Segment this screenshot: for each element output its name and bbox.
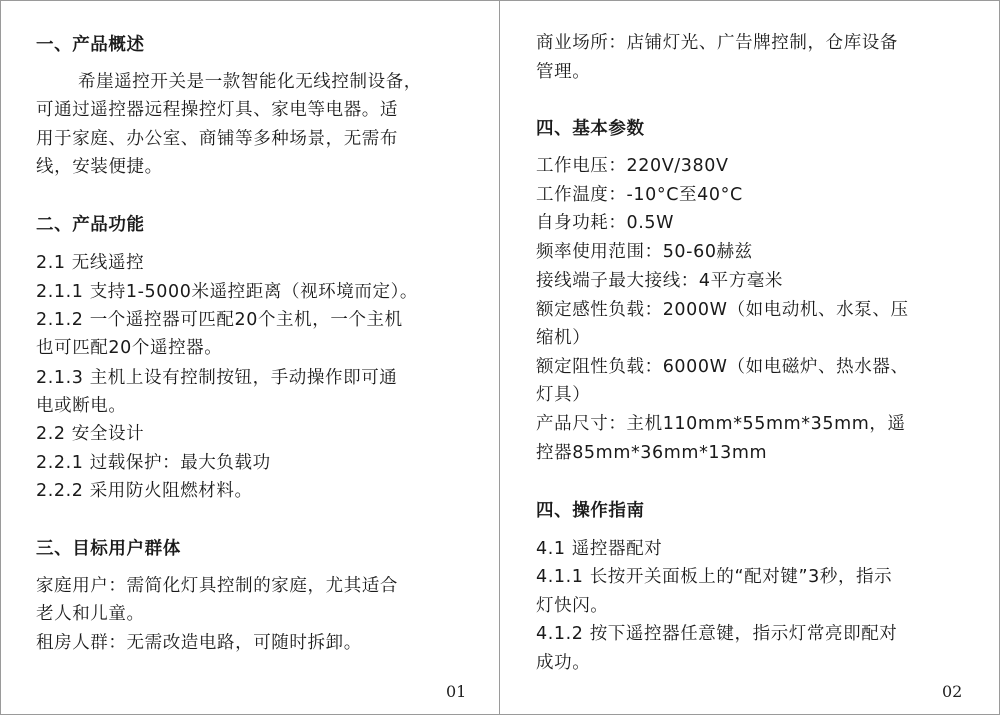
guide-line: 灯快闪。 (536, 596, 609, 616)
user-line: 商业场所：店铺灯光、广告牌控制，仓库设备 (536, 33, 898, 53)
feature-line: 2.1 无线遥控 (36, 253, 145, 273)
guide-line: 4.1.2 按下遥控器任意键，指示灯常亮即配对 (536, 624, 898, 644)
feature-line: 2.1.3 主机上设有控制按钮，手动操作即可通 (36, 368, 398, 388)
section-heading-operation-guide: 四、操作指南 (536, 501, 645, 521)
param-line: 自身功耗：0.5W (536, 213, 675, 233)
section-heading-overview: 一、产品概述 (36, 35, 145, 55)
intro-line: 可通过遥控器远程操控灯具、家电等电器。适 (36, 100, 398, 120)
param-line: 接线端子最大接线：4平方毫米 (536, 271, 784, 291)
param-line: 产品尺寸：主机110mm*55mm*35mm，遥 (536, 414, 906, 434)
feature-line: 2.2.1 过载保护：最大负载功 (36, 453, 271, 473)
feature-line: 2.2.2 采用防火阻燃材料。 (36, 481, 253, 501)
guide-line: 4.1.1 长按开关面板上的“配对键”3秒，指示 (536, 567, 893, 587)
user-line: 租房人群：无需改造电路，可随时拆卸。 (36, 633, 362, 653)
guide-line: 4.1 遥控器配对 (536, 539, 663, 559)
param-line: 灯具） (536, 385, 591, 405)
page-number: 02 (942, 682, 963, 701)
param-line: 控器85mm*36mm*13mm (536, 443, 768, 463)
param-line: 工作电压：220V/380V (536, 156, 729, 176)
param-line: 频率使用范围：50-60赫兹 (536, 242, 753, 262)
page-02 (500, 0, 1000, 715)
intro-line: 线，安装便捷。 (36, 157, 163, 177)
feature-line: 也可匹配20个遥控器。 (36, 338, 223, 358)
intro-line: 希崖遥控开关是一款智能化无线控制设备， (78, 72, 422, 92)
feature-line: 2.2 安全设计 (36, 424, 145, 444)
user-line: 管理。 (536, 62, 591, 82)
intro-line: 用于家庭、办公室、商铺等多种场景，无需布 (36, 129, 398, 149)
feature-line: 2.1.1 支持1-5000米遥控距离（视环境而定）。 (36, 282, 419, 302)
section-heading-features: 二、产品功能 (36, 215, 145, 235)
param-line: 缩机） (536, 328, 591, 348)
param-line: 额定阻性负载：6000W（如电磁炉、热水器、 (536, 357, 909, 377)
section-heading-parameters: 四、基本参数 (536, 119, 645, 139)
feature-line: 2.1.2 一个遥控器可匹配20个主机，一个主机 (36, 310, 403, 330)
feature-line: 电或断电。 (36, 396, 127, 416)
section-heading-target-users: 三、目标用户群体 (36, 539, 181, 559)
user-line: 老人和儿童。 (36, 604, 145, 624)
page-01 (0, 0, 499, 715)
user-line: 家庭用户：需简化灯具控制的家庭，尤其适合 (36, 576, 398, 596)
param-line: 额定感性负载：2000W（如电动机、水泵、压 (536, 300, 909, 320)
page-number: 01 (446, 682, 467, 701)
param-line: 工作温度：-10°C至40°C (536, 185, 743, 205)
guide-line: 成功。 (536, 653, 591, 673)
